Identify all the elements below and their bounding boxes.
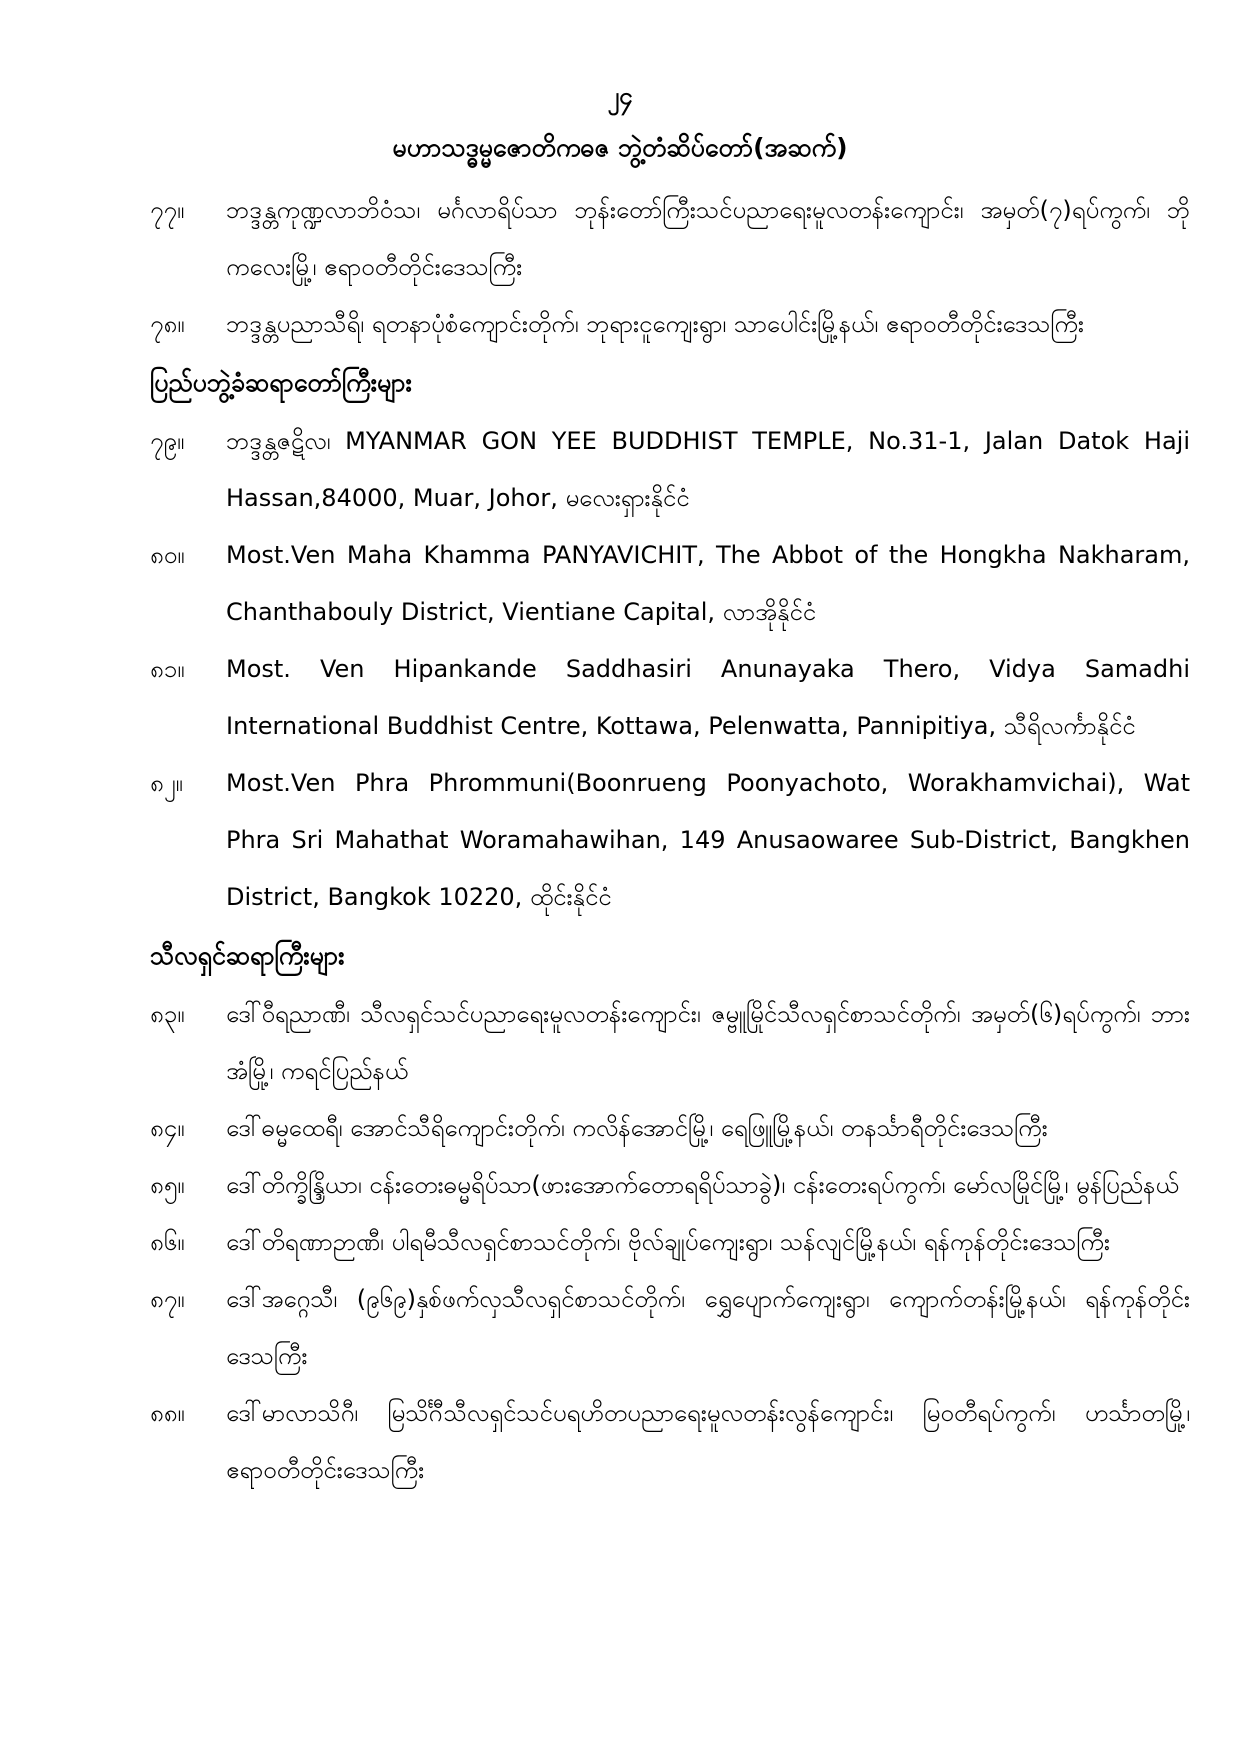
entry-text: ဘဒ္ဒန္တပညာသီရိ၊ ရတနာပုံစံကျောင်းတိုက်၊ ဘုရားငူကျေးရွာ၊ သာပေါင်းမြို့နယ်၊ ဧရာဝတီတိုင်းဒေသကြီး: [226, 310, 1084, 338]
list-item: [150, 755, 1190, 926]
entry-text: ဒေါ်တိက္ခိန္ဒြိယာ၊ ငန်းတေးဓမ္မရိပ်သာ(ဖားအောက်တောရရိပ်သာခွဲ)၊ ငန်းတေးရပ်ကွက်၊ မော်လမြိုင်မြို့၊ မွန်ပြည်နယ်: [226, 1171, 1179, 1199]
entry-number: ၈၄။: [150, 1114, 185, 1142]
entry-number: ၈၆။: [150, 1228, 185, 1256]
section-heading-foreign-abbots: ပြည်ပဘွဲ့ခံဆရာတော်ကြီးများ: [150, 368, 412, 397]
page-number: ၂၄: [607, 82, 633, 110]
list-item: [150, 527, 1190, 641]
list-item: [150, 413, 1190, 527]
entry-number: ၇၈။: [150, 310, 185, 338]
entry-number: ၈၀။: [150, 541, 185, 569]
list-item: [150, 1157, 1190, 1214]
entry-number: ၈၂။: [150, 769, 183, 797]
entry-number: ၇၇။: [150, 196, 185, 224]
list-item: [150, 1271, 1190, 1385]
entry-number: ၈၃။: [150, 1000, 185, 1028]
entry-text: ဘဒ္ဒန္တဇဋိလ၊ MYANMAR GON YEE BUDDHIST TEMPLE, No.31-1, Jalan Datok Haji Hassan,84000, Muar, Johor, မလေးရှားနိုင်ငံ: [226, 427, 1190, 512]
page-title: မဟာသဒ္ဓမ္မဇောတိကဓဇ ဘွဲ့တံဆိပ်တော်(အဆက်): [392, 133, 848, 162]
list-item: [150, 641, 1190, 755]
entries-list: [150, 182, 1190, 1499]
list-item: [150, 182, 1190, 296]
list-item: [150, 296, 1190, 353]
entry-text: ဒေါ်တိရဏာဉာဏီ၊ ပါရမီသီလရှင်စာသင်တိုက်၊ ဗိုလ်ချုပ်ကျေးရွာ၊ သန်လျင်မြို့နယ်၊ ရန်ကုန်တိုင်းဒေသကြီး: [226, 1228, 1110, 1256]
list-item: [150, 1385, 1190, 1499]
list-item: [150, 1214, 1190, 1271]
entry-number: ၈၅။: [150, 1171, 185, 1199]
entry-text: ဒေါ်အဂ္ဂေသီ၊ (၉၆၉)နှစ်ဖက်လှသီလရှင်စာသင်တိုက်၊ ရွှေပျောက်ကျေးရွာ၊ ကျောက်တန်းမြို့နယ်၊ ရန်ကုန်တိုင်းဒေသကြီး: [226, 1285, 1190, 1370]
entry-number: ၈၁။: [150, 655, 185, 683]
entry-text: ဒေါ်မာလာသိဂီ၊ မြသိင်္ဂီသီလရှင်သင်ပရဟိတပညာရေးမူလတန်းလွန်ကျောင်း၊ မြဝတီရပ်ကွက်၊ ဟင်္သာတမြို့၊ ဧရာဝတီတိုင်းဒေသကြီး: [226, 1399, 1190, 1484]
list-item: [150, 986, 1190, 1100]
entry-text: Most.Ven Phra Phrommuni(Boonrueng Poonyachoto, Worakhamvichai), Wat Phra Sri Mahathat Woramahawihan, 149 Anusaowaree Sub-District, Bangkhen District, Bangkok 10220, ထိုင်းနိုင်ငံ: [226, 769, 1190, 911]
section-heading-nuns: သီလရှင်ဆရာကြီးများ: [150, 941, 345, 970]
entry-number: ၈၈။: [150, 1399, 185, 1427]
entry-text: Most. Ven Hipankande Saddhasiri Anunayaka Thero, Vidya Samadhi International Buddhist Centre, Kottawa, Pelenwatta, Pannipitiya, သီရိလင်္ကာနိုင်ငံ: [226, 655, 1190, 740]
entry-text: ဘဒ္ဒန္တကုဏ္ဍလာဘိဝံသ၊ မင်္ဂလာရိပ်သာ ဘုန်းတော်ကြီးသင်ပညာရေးမူလတန်းကျောင်း၊ အမှတ်(၇)ရပ်ကွက်၊ ဘိုကလေးမြို့၊ ဧရာဝတီတိုင်းဒေသကြီး: [226, 196, 1190, 281]
entry-text: ဒေါ်ဓမ္မထေရီ၊ အောင်သီရိကျောင်းတိုက်၊ ကလိန်အောင်မြို့၊ ရေဖြူမြို့နယ်၊ တနင်္သာရီတိုင်းဒေသကြီး: [226, 1114, 1048, 1142]
list-item: [150, 1100, 1190, 1157]
entry-number: ၇၉။: [150, 427, 185, 455]
entry-number: ၈၇။: [150, 1285, 185, 1313]
entry-text: ဒေါ်ဝီရညာဏီ၊ သီလရှင်သင်ပညာရေးမူလတန်းကျောင်း၊ ဇမ္ဗူမြိုင်သီလရှင်စာသင်တိုက်၊ အမှတ်(၆)ရပ်ကွက်၊ ဘားအံမြို့၊ ကရင်ပြည်နယ်: [226, 1000, 1190, 1085]
entry-text: Most.Ven Maha Khamma PANYAVICHIT, The Abbot of the Hongkha Nakharam, Chanthabouly District, Vientiane Capital, လာအိုနိုင်ငံ: [226, 541, 1190, 626]
